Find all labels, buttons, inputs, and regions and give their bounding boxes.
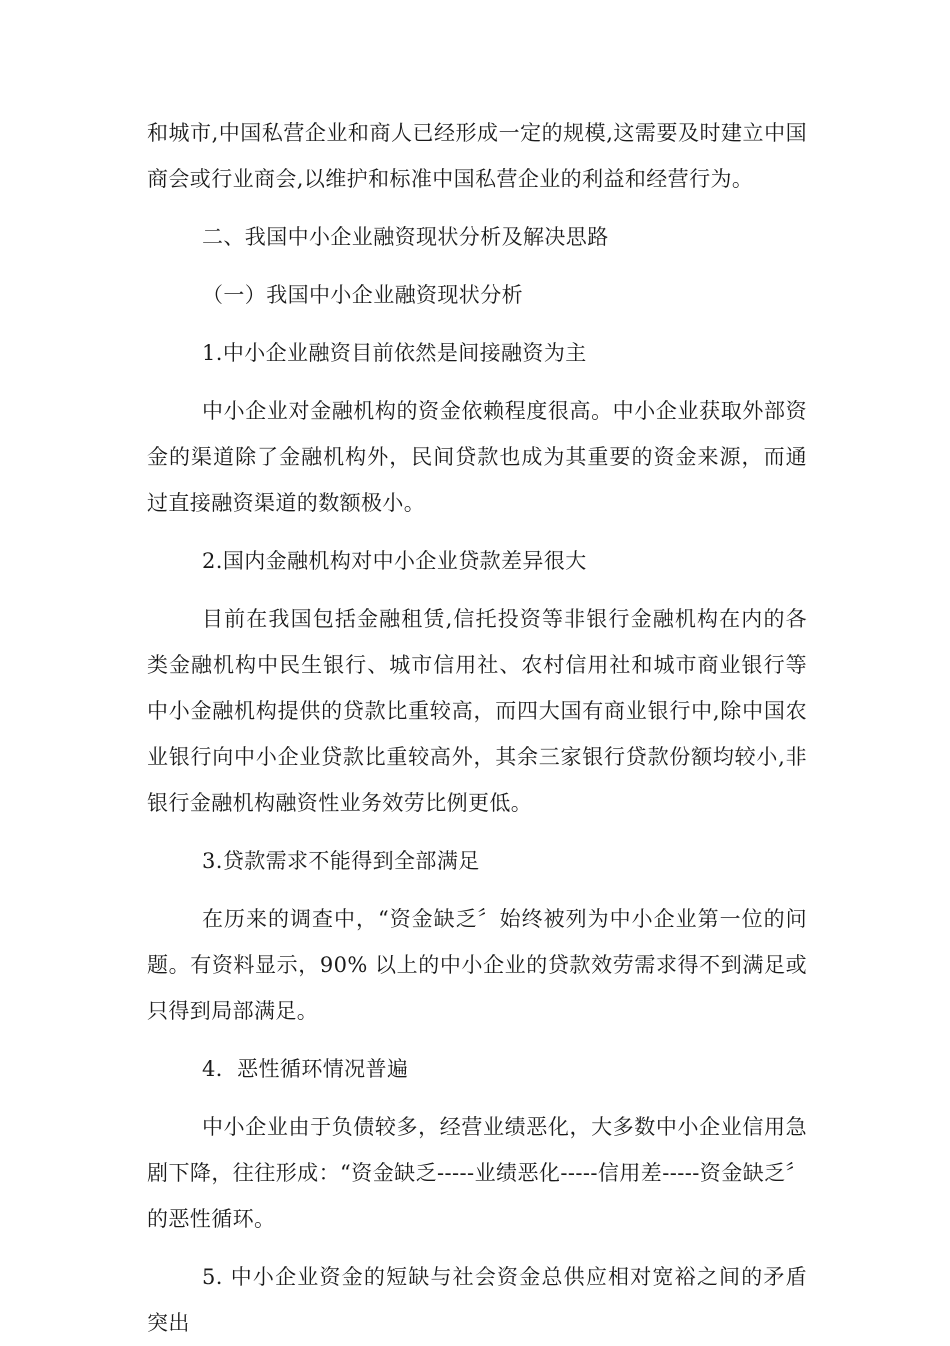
section-heading: 二、我国中小企业融资现状分析及解决思路 (202, 225, 609, 249)
point-heading-1: 1.中小企业融资目前依然是间接融资为主 (202, 341, 587, 365)
paragraph-2: 目前在我国包括金融租赁,信托投资等非银行金融机构在内的各类金融机构中民生银行、城市信用社、农村信用社和城市商业银行等中小金融机构提供的贷款比重较高，而四大国有商业银行中,除中国农业银行向中小企业贷款比重较高外，其余三家银行贷款份额均较小,非银行金融机构融资性业务效劳比例更低。 (147, 607, 807, 815)
point-heading-2: 2.国内金融机构对中小企业贷款差异很大 (202, 549, 587, 573)
point-heading-4: 4．恶性循环情况普遍 (202, 1057, 409, 1081)
point-heading-5: 5. 中小企业资金的短缺与社会资金总供应相对宽裕之间的矛盾突出 (147, 1265, 807, 1335)
paragraph-1: 中小企业对金融机构的资金依赖程度很高。中小企业获取外部资金的渠道除了金融机构外，民间贷款也成为其重要的资金来源，而通过直接融资渠道的数额极小。 (147, 399, 807, 515)
document-body (147, 110, 807, 1346)
subsection-heading: （一）我国中小企业融资现状分析 (202, 283, 523, 307)
point-heading-3: 3.贷款需求不能得到全部满足 (202, 849, 480, 873)
paragraph-continuation: 和城市,中国私营企业和商人已经形成一定的规模,这需要及时建立中国商会或行业商会,以维护和标准中国私营企业的利益和经营行为。 (147, 121, 807, 191)
paragraph-3: 在历来的调查中，“资金缺乏〞始终被列为中小企业第一位的问题。有资料显示，90% 以上的中小企业的贷款效劳需求得不到满足或只得到局部满足。 (147, 907, 807, 1023)
paragraph-4: 中小企业由于负债较多，经营业绩恶化，大多数中小企业信用急剧下降，往往形成：“资金缺乏-----业绩恶化-----信用差-----资金缺乏〞的恶性循环。 (147, 1115, 807, 1231)
